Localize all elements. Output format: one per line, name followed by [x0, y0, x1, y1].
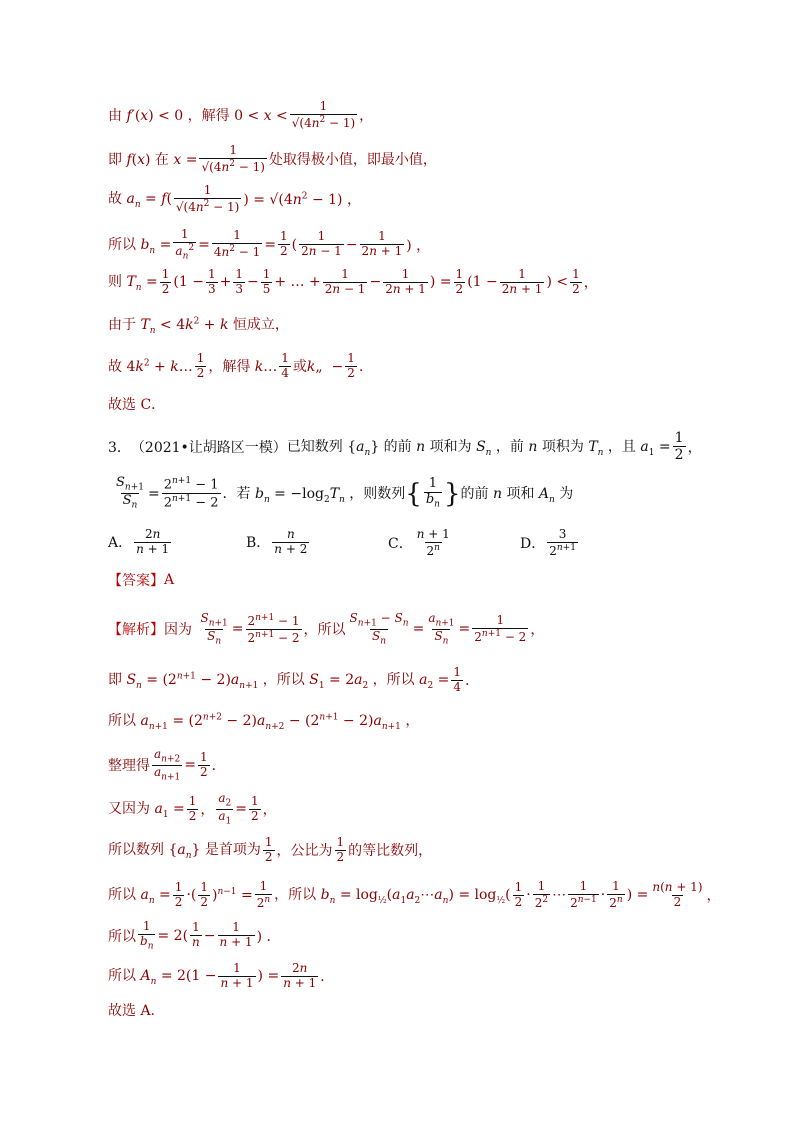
question-3-stem-line-1: 3． （2021•让胡路区一模） 已知数列 $\{a_n\}$ 的前 n 项和为 $S_n$ ，前 n 项积为 $T_n$ ，且 $a_1$ = $\frac{1}{2}$ ，: [108, 430, 702, 464]
solution-line-3: 故 $a_n = f$( $\frac{1}{√(4n^2 - 1)}$ ) = $√(4n^2 - 1)$ ，: [108, 183, 361, 214]
analysis-line-1: 【解析】 因为 $\frac{S_{n+1}}{S_n}$ = $\frac{2^{n+1} - 1}{2^{n+1} - 2}$ ，所以 $\frac{S_{n+1} - S_n}{S_n}$ = $\frac{a_{n+1}}{S_n}$ = $\frac{1}{2^{n+1} - 2}$ ，: [108, 611, 545, 647]
fraction: $\frac{1}{√(4n^2 - 1)}$: [175, 183, 240, 214]
question-3-options: [108, 528, 668, 558]
analysis-line-7: 所以 $a_n$ = $\frac{1}{2}$ ·( $\frac{1}{2}$ )$^{n-1}$ = $\frac{1}{2^n}$ ，所以 $b_n$ = $\log_{\frac{1}{2}}(a_1a_2\cdots a_n) = \log_{\frac{1}{2}}$( $\frac{1}{2}$ · $\frac{1}{2^2}$ ⋯ $\frac{1}{2^{n-1}}$ · $\frac{1}{2^n}$ ) = $\frac{n(n + 1)}{2}$ ，: [108, 879, 721, 910]
option-c[interactable]: C． $\frac{n + 1}{2^n}$: [388, 527, 450, 558]
solution-line-6: 由于 $T_n < 4k^2 + k$ 恒成立，: [108, 316, 289, 336]
analysis-line-6: 所以数列 $\{a_n\}$ 是首项为 $\frac{1}{2}$ ，公比为 $\frac{1}{2}$ 的等比数列，: [108, 835, 433, 864]
option-d[interactable]: D． $\frac{3}{2^{n+1}}$: [520, 527, 576, 558]
solution-line-2: 即 f(x) 在 x = $\frac{1}{√(4n^2 - 1)}$ 处取得极小值，即最小值，: [108, 143, 437, 174]
analysis-line-9: 所以 $A_n = 2(1$ − $\frac{1}{n + 1}$ ) = $\frac{2n}{n + 1}$ ．: [108, 961, 335, 990]
solution-line-4: 所以 $b_n$ = $\frac{1}{a_n^2}$ = $\frac{1}{4n^2 - 1}$ = $\frac{1}{2}$ ( $\frac{1}{2n - 1}$ − $\frac{1}{2n + 1}$ ) ，: [108, 227, 431, 262]
solution-line-5: 则 $T_n$ = $\frac{1}{2}$ (1 − $\frac{1}{3}$ + $\frac{1}{3}$ − $\frac{1}{5}$ + … + $\frac{1}{2n - 1}$ − $\frac{1}{2n + 1}$ ) = $\frac{1}{2}$ (1 − $\frac{1}{2n + 1}$ ) < $\frac{1}{2}$ ，: [108, 267, 598, 296]
solution-line-8: 故选 C．: [108, 397, 166, 413]
answer-value: A: [164, 572, 175, 588]
analysis-line-3: 所以 $a_{n+1} = (2^{n+2} - 2)a_{n+2} - (2^{n+1} - 2)a_{n+1}$ ，: [108, 712, 420, 732]
option-b[interactable]: B． $\frac{n}{n + 2}$: [246, 527, 308, 556]
answer-line: [108, 570, 174, 590]
analysis-line-10: 故选 A．: [108, 1003, 165, 1019]
analysis-line-8: 所以 $\frac{1}{b_n}$ = 2( $\frac{1}{n}$ − $\frac{1}{n + 1}$ ) ．: [108, 919, 281, 952]
question-3-stem-line-2: $\frac{S_{n+1}}{S_n}$ = $\frac{2^{n+1} - 1}{2^{n+1} - 2}$ ．若 $b_n = -\log_2T_n$ ，则数列 { $\frac{1}{b_n}$ } 的前 n 项和 $A_n$ 为: [116, 475, 574, 511]
analysis-line-4: 整理得 $\frac{a_{n+2}}{a_{n+1}}$ = $\frac{1}{2}$ ．: [108, 747, 226, 783]
fraction: $\frac{1}{√(4n^2 - 1)}$: [291, 99, 356, 130]
question-number: 3．: [108, 439, 131, 456]
fraction: $\frac{1}{√(4n^2 - 1)}$: [201, 143, 265, 174]
solution-line-7: 故 $4k^2$ + k… $\frac{1}{2}$ ，解得 k… $\frac{1}{4}$ 或k„ − $\frac{1}{2}$ ．: [108, 351, 373, 380]
analysis-line-5: 又因为 $a_1$ = $\frac{1}{2}$ ， $\frac{a_2}{a_1}$ = $\frac{1}{2}$ ，: [108, 791, 277, 827]
option-a[interactable]: A． $\frac{2n}{n + 1}$: [108, 527, 170, 556]
question-source: （2021•让胡路区一模）: [130, 439, 287, 456]
answer-tag: 【答案】: [108, 573, 164, 589]
solution-line-1: 由 f′(x) < 0 ，解得 0 < x < $\frac{1}{√(4n^2 - 1)}$ ，: [108, 99, 374, 130]
analysis-tag: 【解析】: [108, 622, 164, 639]
analysis-line-2: 即 $S_n = (2^{n+1} - 2)a_{n+1}$ ，所以 $S_1 = 2a_2$ ，所以 $a_2$ = $\frac{1}{4}$ ．: [108, 665, 480, 694]
